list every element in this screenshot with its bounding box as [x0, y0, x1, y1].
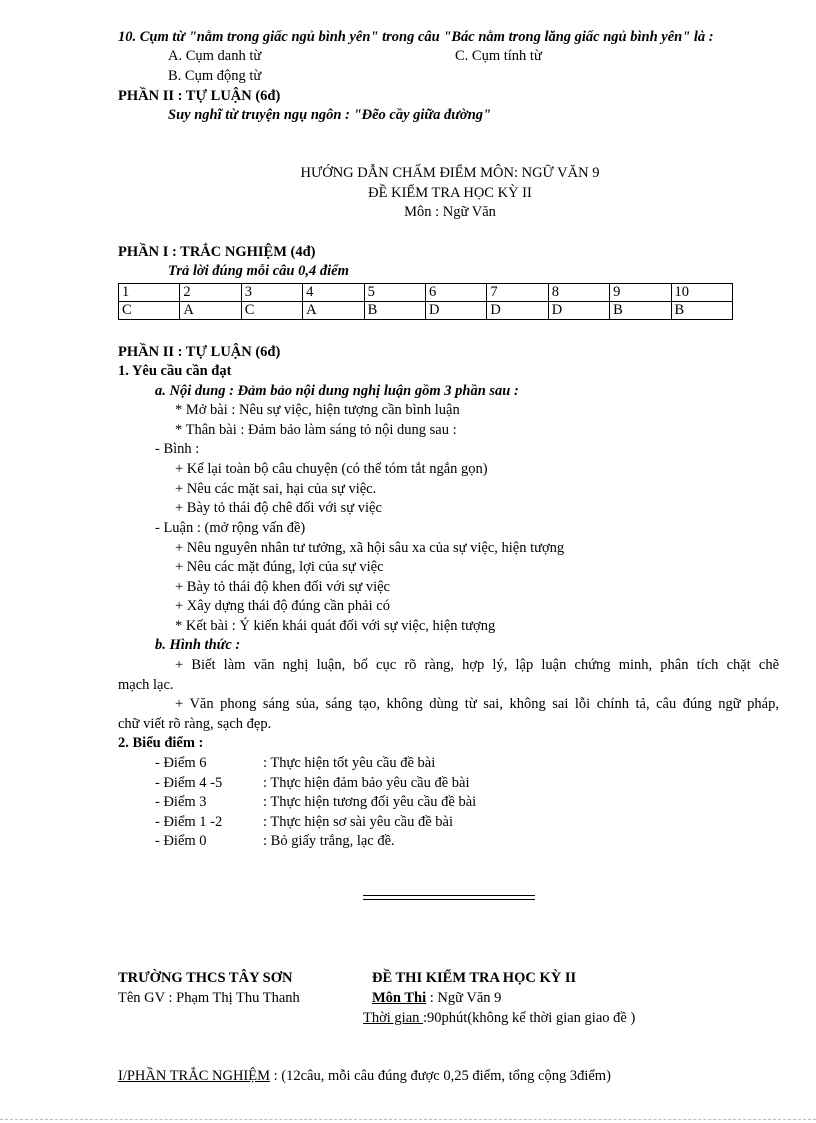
section-value: : (12câu, mỗi câu đúng được 0,25 điểm, tổng cộng 3điểm) [270, 1068, 611, 1084]
form-item-2-cont: chữ viết rõ ràng, sạch đẹp. [118, 716, 272, 732]
answer-key: C [241, 302, 302, 320]
requirements-heading: 1. Yêu cầu cần đạt [118, 363, 232, 379]
score-label: - Điểm 6 [155, 755, 207, 771]
guide-subject: Môn : Ngữ Văn [404, 204, 496, 220]
separator-rule [363, 895, 535, 896]
binh-item: + Nêu các mặt sai, hại của sự việc. [175, 481, 377, 497]
answer-number-row [119, 284, 733, 302]
time-value: :90phút(không kể thời gian giao đề ) [423, 1010, 636, 1026]
luan-label: - Luận : (mở rộng vấn đề) [155, 520, 306, 536]
question-number: 4 [303, 284, 364, 302]
school-name: TRƯỜNG THCS TÂY SƠN [118, 970, 293, 986]
next-section [118, 1067, 611, 1085]
score-desc: : Thực hiện sơ sài yêu cầu đề bài [263, 814, 454, 830]
question-10: 10. Cụm từ "nằm trong giấc ngủ bình yên" trong câu "Bác nằm trong lăng giấc ngủ bình yên" là : [118, 29, 714, 45]
answer-table [118, 283, 733, 320]
binh-item: + Kể lại toàn bộ câu chuyện (có thể tóm tắt ngắn gọn) [175, 461, 488, 477]
score-desc: : Thực hiện tốt yêu cầu đề bài [263, 755, 436, 771]
question-number: 8 [548, 284, 609, 302]
form-item-2: + Văn phong sáng sủa, sáng tạo, không dùng từ sai, không sai lỗi chính tả, câu đúng ngữ pháp, [175, 696, 779, 712]
guide-title: HƯỚNG DẪN CHẤM ĐIỂM MÔN: NGỮ VĂN 9 [300, 165, 600, 181]
option-b: B. Cụm động từ [168, 68, 262, 84]
guide-subtitle: ĐỀ KIỂM TRA HỌC KỲ II [368, 185, 532, 201]
subject-label: Môn Thi [372, 990, 427, 1006]
exam-title: ĐỀ THI KIỂM TRA HỌC KỲ II [372, 970, 577, 986]
answer-key: D [548, 302, 609, 320]
binh-item: + Bày tỏ thái độ chê đối với sự việc [175, 500, 382, 516]
binh-label: - Bình : [155, 441, 200, 457]
question-number: 9 [610, 284, 671, 302]
answer-key: D [425, 302, 486, 320]
answer-key: A [180, 302, 241, 320]
section-label: I/PHẦN TRẮC NGHIỆM [118, 1068, 270, 1084]
exam-part2-prompt: Suy nghĩ từ truyện ngụ ngôn : "Đẽo cầy giữa đường" [168, 107, 492, 123]
score-label: - Điểm 3 [155, 794, 207, 810]
time-label: Thời gian [363, 1010, 424, 1026]
exam-time [363, 1009, 635, 1027]
part1-heading: PHẦN I : TRẮC NGHIỆM (4đ) [118, 244, 316, 260]
score-label: - Điểm 1 -2 [155, 814, 223, 830]
question-number: 10 [671, 284, 732, 302]
score-desc: : Thực hiện đảm bảo yêu cầu đề bài [263, 775, 470, 791]
question-number: 6 [425, 284, 486, 302]
answer-key: B [671, 302, 732, 320]
content-heading: a. Nội dung : Đảm bảo nội dung nghị luận gồm 3 phần sau : [155, 383, 519, 399]
luan-item: + Nêu nguyên nhân tư tưởng, xã hội sâu xa của sự việc, hiện tượng [175, 540, 565, 556]
question-number: 5 [364, 284, 425, 302]
question-number: 7 [487, 284, 548, 302]
body-item: * Thân bài : Đảm bảo làm sáng tỏ nội dung sau : [175, 422, 457, 438]
question-number: 3 [241, 284, 302, 302]
answer-key: A [303, 302, 364, 320]
intro-item: * Mở bài : Nêu sự việc, hiện tượng cần bình luận [175, 402, 460, 418]
form-item-1-cont: mạch lạc. [118, 677, 174, 693]
question-number: 2 [180, 284, 241, 302]
exam-part2-heading: PHẦN II : TỰ LUẬN (6đ) [118, 88, 281, 104]
answer-key: B [610, 302, 671, 320]
form-heading: b. Hình thức : [155, 637, 241, 653]
score-desc: : Thực hiện tương đối yêu cầu đề bài [263, 794, 477, 810]
answer-key: B [364, 302, 425, 320]
score-label: - Điểm 0 [155, 833, 207, 849]
teacher-name: Tên GV : Phạm Thị Thu Thanh [118, 990, 300, 1006]
exam-subject [372, 989, 501, 1007]
score-label: - Điểm 4 -5 [155, 775, 223, 791]
score-heading: 2. Biểu điểm : [118, 735, 204, 751]
part2-heading: PHẦN II : TỰ LUẬN (6đ) [118, 344, 281, 360]
answer-key: C [119, 302, 180, 320]
luan-item: + Bày tỏ thái độ khen đối với sự việc [175, 579, 390, 595]
answer-key-row [119, 302, 733, 320]
score-desc: : Bỏ giấy trắng, lạc đề. [263, 833, 395, 849]
option-c: C. Cụm tính từ [455, 48, 542, 64]
separator-rule [363, 899, 535, 900]
question-number: 1 [119, 284, 180, 302]
subject-value: : Ngữ Văn 9 [426, 990, 502, 1006]
conclusion-item: * Kết bài : Ý kiến khái quát đối với sự việc, hiện tượng [175, 618, 496, 634]
option-a: A. Cụm danh từ [168, 48, 262, 64]
part1-note: Trả lời đúng mỗi câu 0,4 điểm [168, 263, 349, 279]
luan-item: + Xây dựng thái độ đúng cần phải có [175, 598, 390, 614]
page-break-line [0, 1119, 816, 1120]
luan-item: + Nêu các mặt đúng, lợi của sự việc [175, 559, 384, 575]
form-item-1: + Biết làm văn nghị luận, bố cục rõ ràng, hợp lý, lập luận chứng minh, phân tích chặt chẽ [175, 657, 779, 673]
answer-key: D [487, 302, 548, 320]
